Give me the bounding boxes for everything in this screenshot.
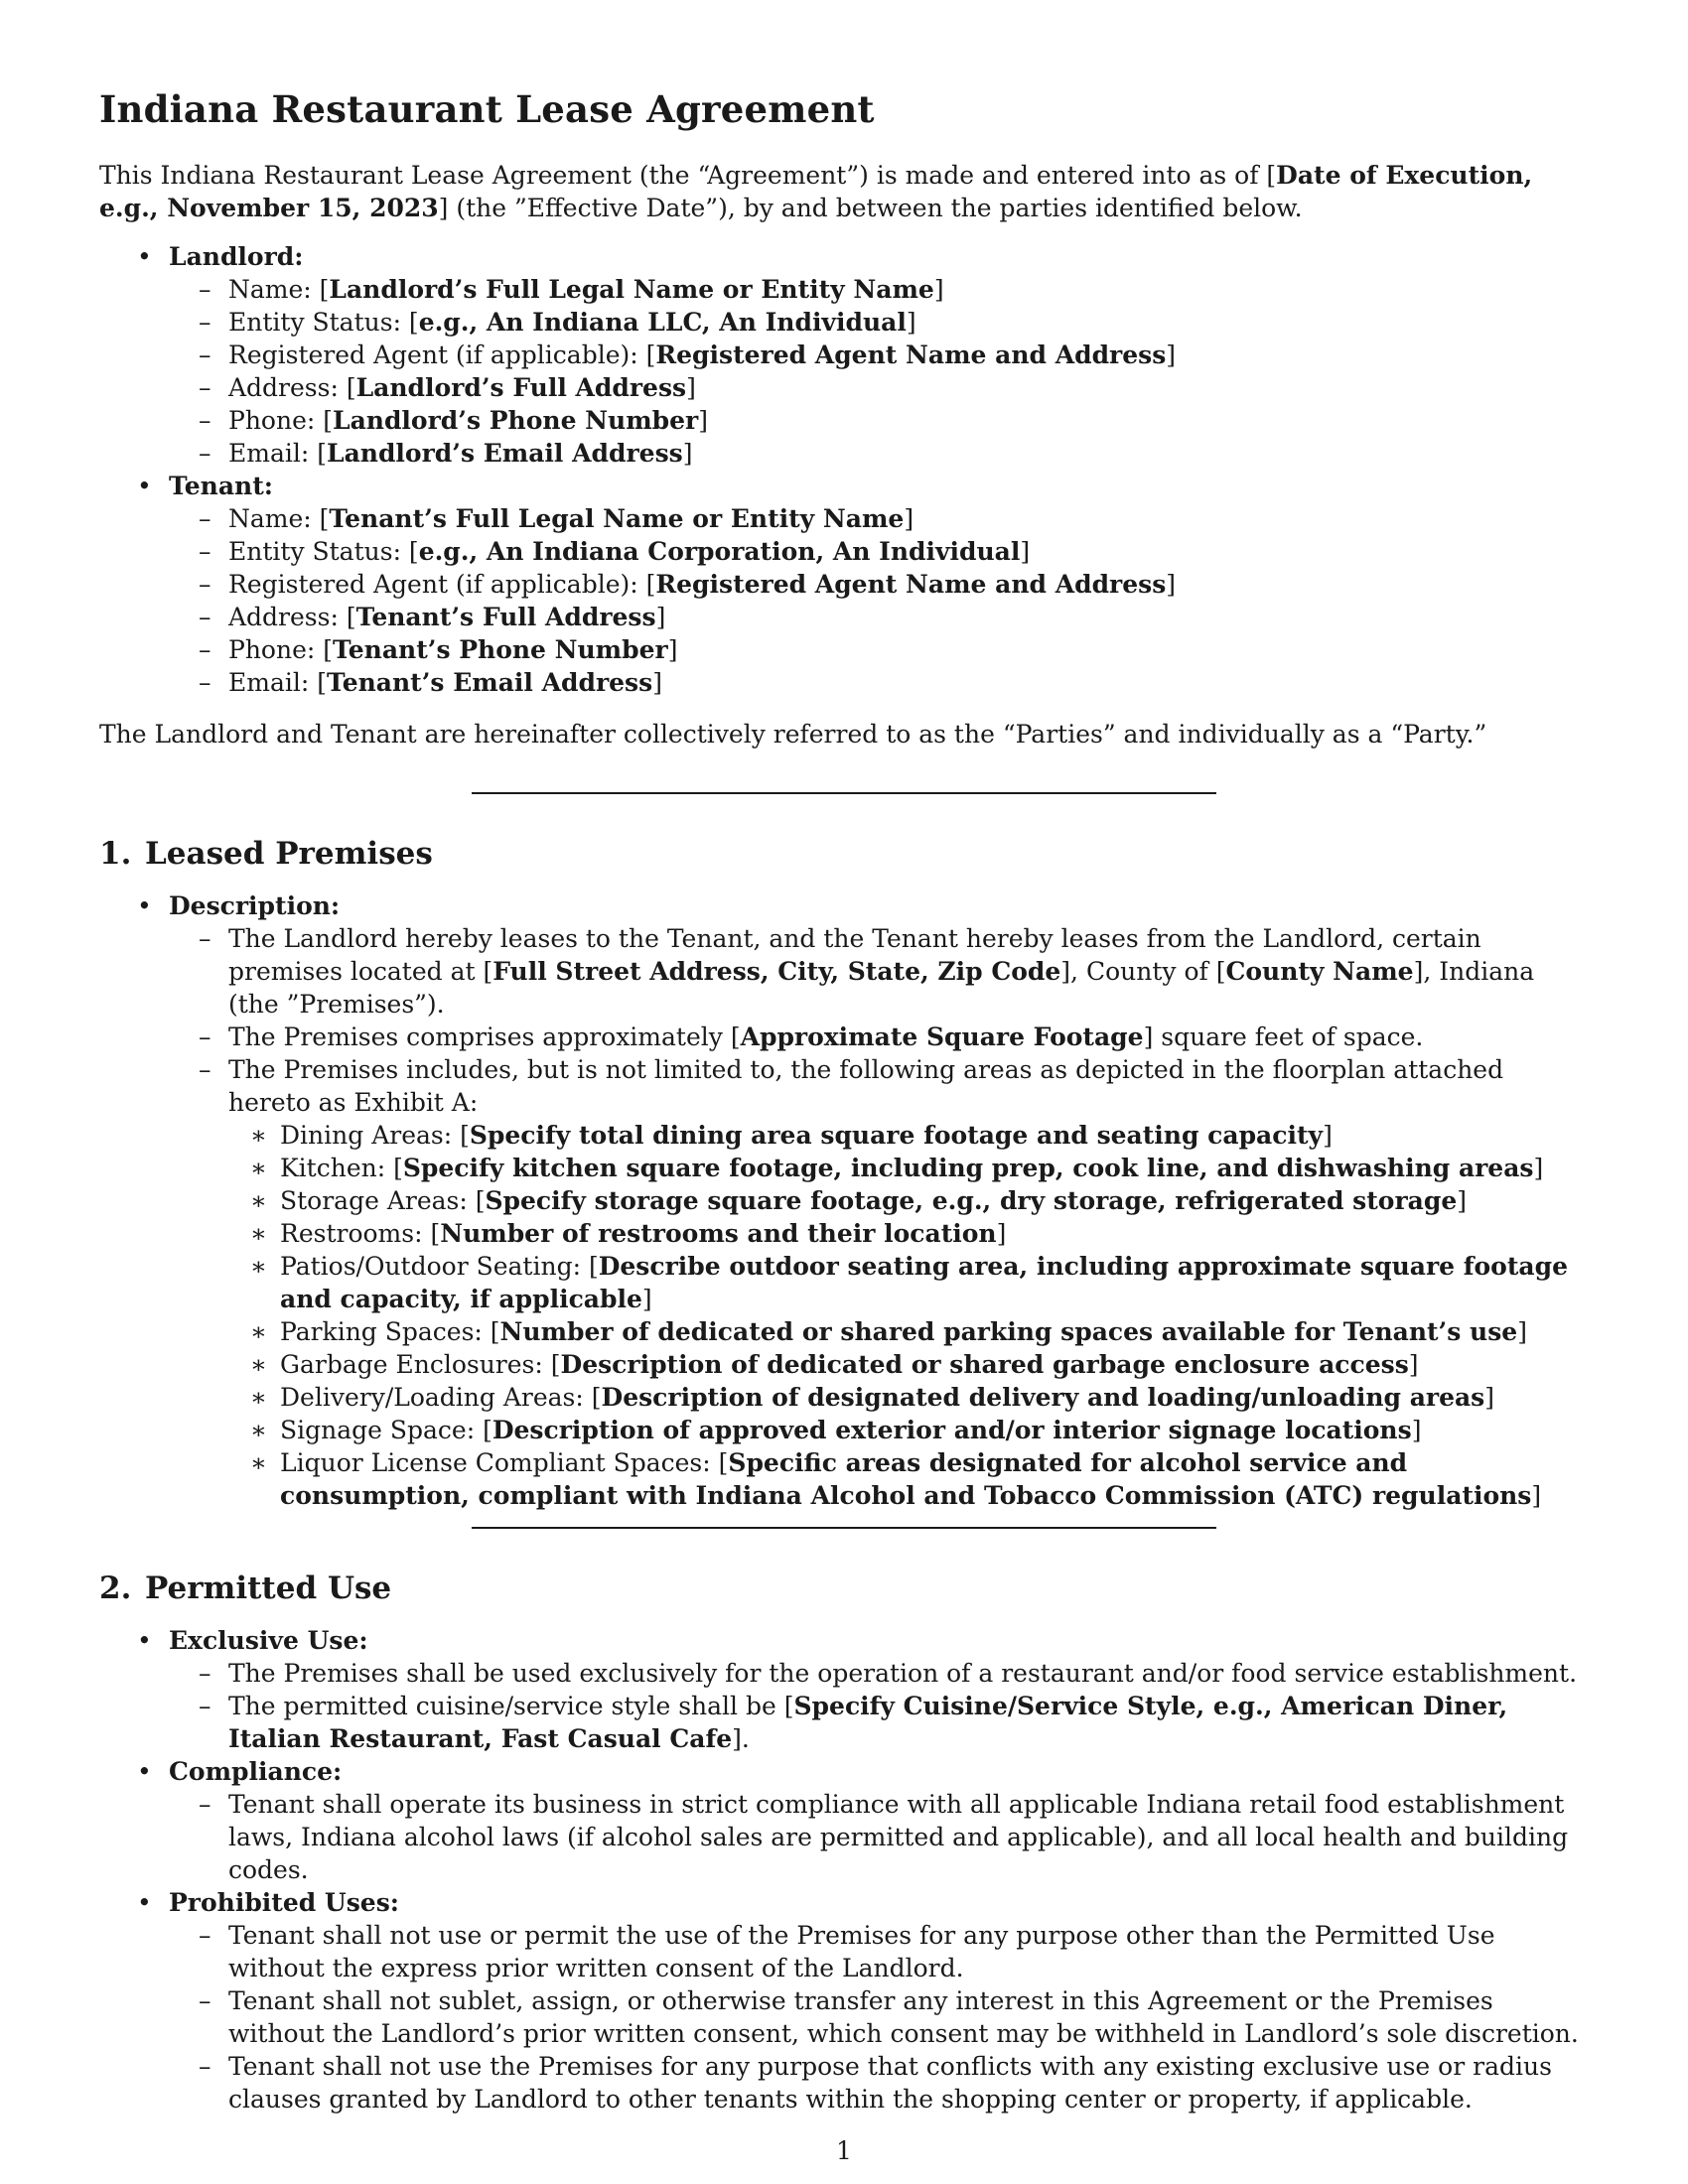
field-value: e.g., An Indiana LLC, An Individual — [418, 308, 907, 337]
section-number: 1. — [99, 836, 132, 872]
text: The Premises includes, but is not limited to, the following areas as depicted in the floorplan attached hereto as Exhibit A: — [228, 1055, 1504, 1117]
area-item — [228, 1217, 1589, 1250]
list-item — [169, 666, 1589, 699]
bracket: ] — [1484, 1383, 1495, 1412]
text: The Premises comprises approximately [ — [228, 1023, 741, 1051]
list-item — [169, 306, 1589, 339]
list-item — [169, 601, 1589, 633]
exclusive-use-list — [169, 1657, 1589, 1755]
parties-note: The Landlord and Tenant are hereinafter collectively referred to as the “Parties” and individually as a “Party.” — [99, 720, 1487, 749]
field-value: Registered Agent Name and Address — [655, 341, 1167, 369]
area-item — [228, 1152, 1589, 1184]
area-label: Parking Spaces: [ — [280, 1317, 500, 1346]
area-value: Specific areas designated for alcohol service and consumption, compliant with Indiana Alcohol and Tobacco Commission (ATC) regulations — [280, 1448, 1532, 1510]
area-label: Patios/Outdoor Seating: [ — [280, 1252, 599, 1281]
area-value: Description of dedicated or shared garbage enclosure access — [560, 1350, 1409, 1379]
list-item — [169, 339, 1589, 371]
bracket: ] — [698, 406, 708, 435]
field-label: Registered Agent (if applicable): [ — [228, 570, 656, 599]
bracket: ] — [1323, 1121, 1333, 1150]
area-value: Description of approved exterior and/or interior signage locations — [492, 1416, 1412, 1444]
field-label: Address: [ — [228, 603, 356, 631]
section-number: 2. — [99, 1570, 132, 1606]
text: ] square feet of space. — [1143, 1023, 1424, 1051]
field-value: Landlord’s Phone Number — [333, 406, 699, 435]
list-item — [169, 1788, 1589, 1886]
parties-list — [99, 240, 1589, 699]
list-item — [169, 568, 1589, 601]
prohibited-uses-list — [169, 1919, 1589, 2116]
bracket: ] — [906, 308, 916, 337]
field-value: Landlord’s Email Address — [326, 439, 683, 468]
text: ], County of [ — [1060, 957, 1226, 986]
description-heading: Description: — [169, 891, 341, 920]
bracket: ] — [1020, 537, 1031, 566]
area-item — [228, 1119, 1589, 1152]
bracket: ] — [1533, 1154, 1544, 1182]
area-value: Number of restrooms and their location — [440, 1219, 997, 1248]
bracket: ] — [1457, 1186, 1467, 1215]
field-label: Address: [ — [228, 373, 356, 402]
bracket: ] — [686, 373, 696, 402]
area-value: Specify storage square footage, e.g., dry storage, refrigerated storage — [485, 1186, 1458, 1215]
list-item — [169, 404, 1589, 437]
intro-text-start: This Indiana Restaurant Lease Agreement (the “Agreement”) is made and entered into as of [ — [99, 161, 1277, 190]
area-value: Describe outdoor seating area, including approximate square footage and capacity, if applicable — [280, 1252, 1568, 1313]
party-heading: Landlord: — [169, 242, 304, 271]
field-value: Tenant’s Full Address — [355, 603, 656, 631]
section-2-list — [99, 1624, 1589, 2116]
area-value: Specify kitchen square footage, including prep, cook line, and dishwashing areas — [402, 1154, 1534, 1182]
party-heading: Tenant: — [169, 472, 273, 500]
section-2-heading — [99, 1570, 391, 1606]
field-value: Tenant’s Phone Number — [333, 635, 668, 664]
text: ]. — [732, 1724, 750, 1753]
intro-text-end: ] (the ”Effective Date”), by and between the parties identified below. — [438, 194, 1303, 222]
intro-paragraph — [99, 159, 1589, 224]
section-divider — [472, 1527, 1216, 1529]
exclusive-use-heading: Exclusive Use: — [169, 1626, 368, 1655]
bracket: ] — [1166, 341, 1177, 369]
area-item — [228, 1348, 1589, 1381]
compliance-item — [99, 1755, 1589, 1886]
bracket: ] — [933, 275, 944, 304]
bracket: ] — [1411, 1416, 1422, 1444]
description-item — [99, 889, 1589, 1512]
field-label: Name: [ — [228, 504, 330, 533]
cuisine-placeholder: Specify Cuisine/Service Style, e.g., American Diner, Italian Restaurant, Fast Casual Cafe — [228, 1692, 1508, 1753]
field-label: Name: [ — [228, 275, 330, 304]
list-item — [169, 273, 1589, 306]
page-number: 1 — [836, 2136, 852, 2165]
party-landlord — [99, 240, 1589, 470]
text: Tenant shall not use or permit the use of the Premises for any purpose other than the Permitted Use without the express prior written consent of the Landlord. — [228, 1921, 1495, 1982]
bracket: ] — [996, 1219, 1007, 1248]
bracket: ] — [904, 504, 914, 533]
list-item — [169, 633, 1589, 666]
area-value: Description of designated delivery and loading/unloading areas — [601, 1383, 1485, 1412]
section-1-heading — [99, 836, 433, 872]
area-item — [228, 1446, 1589, 1512]
bracket: ] — [1531, 1481, 1542, 1510]
area-item — [228, 1381, 1589, 1414]
area-value: Specify total dining area square footage and seating capacity — [469, 1121, 1324, 1150]
text: The Landlord hereby leases to the Tenant, and the Tenant hereby leases from the Landlord, certain premises located at [ — [228, 924, 1481, 986]
prohibited-uses-heading: Prohibited Uses: — [169, 1888, 400, 1917]
bracket: ] — [1166, 570, 1177, 599]
area-item — [228, 1315, 1589, 1348]
bracket: ] — [1408, 1350, 1419, 1379]
bracket: ] — [652, 668, 662, 697]
field-label: Phone: [ — [228, 635, 333, 664]
list-item — [169, 1919, 1589, 1984]
section-title: Leased Premises — [145, 836, 433, 872]
areas-list — [228, 1119, 1589, 1512]
area-label: Liquor License Compliant Spaces: [ — [280, 1448, 729, 1477]
field-value: Registered Agent Name and Address — [655, 570, 1167, 599]
compliance-list — [169, 1788, 1589, 1886]
area-label: Kitchen: [ — [280, 1154, 403, 1182]
area-label: Dining Areas: [ — [280, 1121, 470, 1150]
compliance-heading: Compliance: — [169, 1757, 343, 1786]
square-footage-placeholder: Approximate Square Footage — [740, 1023, 1144, 1051]
execution-date-placeholder: Date of Execution, e.g., November 15, 2023 — [99, 161, 1533, 222]
area-label: Garbage Enclosures: [ — [280, 1350, 561, 1379]
field-value: Tenant’s Email Address — [326, 668, 653, 697]
field-label: Email: [ — [228, 668, 327, 697]
text: Tenant shall operate its business in strict compliance with all applicable Indiana retail food establishment laws, Indiana alcohol laws (if alcohol sales are permitted and applicable), and all local health and building codes. — [228, 1790, 1569, 1884]
text: Tenant shall not sublet, assign, or otherwise transfer any interest in this Agreement or the Premises without the Landlord’s prior written consent, which consent may be withheld in Landlord’s sole discretion. — [228, 1986, 1579, 2048]
bracket: ] — [641, 1285, 652, 1313]
county-placeholder: County Name — [1225, 957, 1414, 986]
text: ], Indiana (the ”Premises”). — [228, 957, 1535, 1019]
field-label: Email: [ — [228, 439, 327, 468]
description-list — [169, 922, 1589, 1512]
field-value: Tenant’s Full Legal Name or Entity Name — [329, 504, 905, 533]
list-item — [169, 535, 1589, 568]
area-item — [228, 1414, 1589, 1446]
field-value: Landlord’s Full Address — [355, 373, 687, 402]
list-item — [169, 2050, 1589, 2116]
field-value: e.g., An Indiana Corporation, An Individual — [418, 537, 1021, 566]
area-label: Storage Areas: [ — [280, 1186, 486, 1215]
address-placeholder: Full Street Address, City, State, Zip Code — [492, 957, 1061, 986]
list-item — [169, 922, 1589, 1021]
party-tenant — [99, 470, 1589, 699]
document-title: Indiana Restaurant Lease Agreement — [99, 87, 875, 131]
bracket: ] — [655, 603, 666, 631]
list-item — [169, 1690, 1589, 1755]
area-value: Number of dedicated or shared parking spaces available for Tenant’s use — [499, 1317, 1518, 1346]
text: The permitted cuisine/service style shall be [ — [228, 1692, 794, 1720]
bracket: ] — [667, 635, 678, 664]
field-label: Entity Status: [ — [228, 308, 419, 337]
list-item — [169, 1053, 1589, 1512]
section-title: Permitted Use — [145, 1570, 392, 1606]
list-item — [169, 1984, 1589, 2050]
section-1-list — [99, 889, 1589, 1512]
area-label: Signage Space: [ — [280, 1416, 492, 1444]
area-item — [228, 1250, 1589, 1315]
list-item — [169, 1021, 1589, 1053]
field-value: Landlord’s Full Legal Name or Entity Name — [329, 275, 934, 304]
field-label: Registered Agent (if applicable): [ — [228, 341, 656, 369]
list-item — [169, 502, 1589, 535]
area-label: Restrooms: [ — [280, 1219, 441, 1248]
text: The Premises shall be used exclusively for the operation of a restaurant and/or food service establishment. — [228, 1659, 1578, 1688]
tenant-fields — [169, 502, 1589, 699]
field-label: Entity Status: [ — [228, 537, 419, 566]
field-label: Phone: [ — [228, 406, 333, 435]
list-item — [169, 437, 1589, 470]
bracket: ] — [1517, 1317, 1527, 1346]
area-label: Delivery/Loading Areas: [ — [280, 1383, 602, 1412]
exclusive-use-item — [99, 1624, 1589, 1755]
section-divider — [472, 792, 1216, 794]
bracket: ] — [682, 439, 693, 468]
prohibited-uses-item — [99, 1886, 1589, 2116]
list-item — [169, 1657, 1589, 1690]
list-item — [169, 371, 1589, 404]
landlord-fields — [169, 273, 1589, 470]
area-item — [228, 1184, 1589, 1217]
text: Tenant shall not use the Premises for any purpose that conflicts with any existing exclusive use or radius clauses granted by Landlord to other tenants within the shopping center or property, if applicable. — [228, 2052, 1552, 2114]
